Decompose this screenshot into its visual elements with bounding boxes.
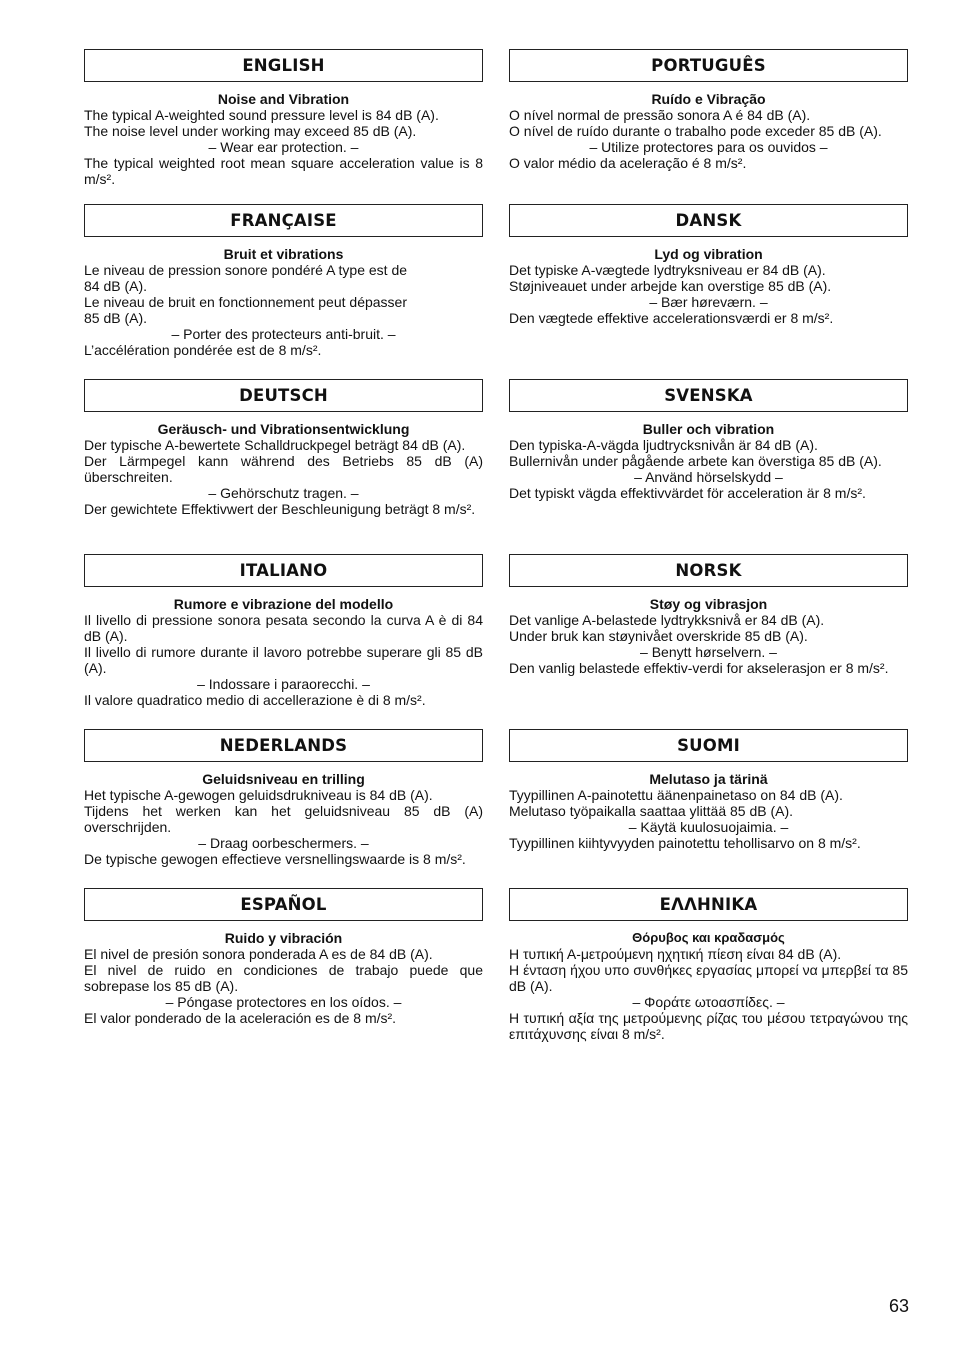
body-line: El valor ponderado de la aceleración es de 8 m/s².: [84, 1010, 397, 1026]
section-subtitle: Lyd og vibration: [654, 246, 763, 262]
body-line: Der gewichtete Effektivwert der Beschleunigung beträgt 8 m/s².: [84, 501, 476, 517]
section-header: SVENSKA: [509, 379, 908, 412]
body-line: Det typiske A-vægtede lydtryksniveau er 84 dB (A).: [509, 262, 826, 278]
body-line: Tyypillinen kiihtyvyyden painotettu tehollisarvo on 8 m/s².: [509, 835, 861, 851]
section-deutsch: [84, 379, 483, 517]
body-line: – Benytt hørselvern. –: [640, 644, 777, 660]
section-body: [84, 596, 483, 708]
section-header: ENGLISH: [84, 49, 483, 82]
section-english: [84, 49, 483, 187]
section-subtitle: Θόρυβος και κραδασμός: [632, 930, 785, 945]
body-line: The noise level under working may exceed 85 dB (A).: [84, 123, 417, 139]
body-line: – Utilize protectores para os ouvidos –: [589, 139, 828, 155]
body-line: Il livello di rumore durante il lavoro potrebbe superare gli 85 dB (A).: [84, 644, 483, 676]
section-header: ITALIANO: [84, 554, 483, 587]
body-line: El nivel de ruido en condiciones de trabajo puede que sobrepase los 85 dB (A).: [84, 962, 483, 994]
section-header: ESPAÑOL: [84, 888, 483, 921]
body-line: Den vægtede effektive accelerationsværdi er 8 m/s².: [509, 310, 834, 326]
body-line: Het typische A-gewogen geluidsdrukniveau is 84 dB (A).: [84, 787, 433, 803]
section-nederlands: [84, 729, 483, 867]
section-espanol: [84, 888, 483, 1026]
section-header: FRANÇAISE: [84, 204, 483, 237]
section-header: DEUTSCH: [84, 379, 483, 412]
section-subtitle: Buller och vibration: [642, 421, 775, 437]
section-portugues: [509, 49, 908, 171]
section-italiano: [84, 554, 483, 708]
section-header: PORTUGUÊS: [509, 49, 908, 82]
section-header: DANSK: [509, 204, 908, 237]
body-line: – Draag oorbeschermers. –: [198, 835, 369, 851]
body-line: Det vanlige A-belastede lydtrykksnivå er 84 dB (A).: [509, 612, 825, 628]
body-line: – Bær høreværn. –: [649, 294, 768, 310]
section-body: [84, 771, 483, 867]
body-line: De typische gewogen effectieve versnellingswaarde is 8 m/s².: [84, 851, 466, 867]
body-line: Støjniveauet under arbejde kan overstige 85 dB (A).: [509, 278, 832, 294]
section-subtitle: Ruido y vibración: [224, 930, 343, 946]
section-francaise: [84, 204, 483, 358]
body-line: – Indossare i paraorecchi. –: [197, 676, 370, 692]
section-body: [84, 930, 483, 1026]
section-svenska: [509, 379, 908, 501]
body-line: Det typiskt vägda effektivvärdet för acceleration är 8 m/s².: [509, 485, 866, 501]
body-line: Il valore quadratico medio di accellerazione è di 8 m/s².: [84, 692, 426, 708]
body-line: Η τυπική αξία της μετρούμενης ρίζας του μέσου τετραγώνου της επιτάχυνσης είναι 8 m/s².: [509, 1010, 908, 1042]
section-body: [84, 246, 483, 358]
body-line: Tijdens het werken kan het geluidsniveau 85 dB (A) overschrijden.: [84, 803, 483, 835]
section-suomi: [509, 729, 908, 851]
body-line: Der typische A-bewertete Schalldruckpegel beträgt 84 dB (A).: [84, 437, 466, 453]
body-line: Le niveau de pression sonore pondéré A type est de: [84, 262, 408, 278]
section-body: [84, 421, 483, 517]
section-body: [509, 771, 908, 851]
body-line: Den vanlig belastede effektiv-verdi for akselerasjon er 8 m/s².: [509, 660, 889, 676]
section-subtitle: Støy og vibrasjon: [649, 596, 768, 612]
section-header: SUOMI: [509, 729, 908, 762]
body-line: O valor médio da aceleração é 8 m/s².: [509, 155, 747, 171]
body-line: – Gehörschutz tragen. –: [208, 485, 359, 501]
section-body: [509, 596, 908, 676]
section-subtitle: Melutaso ja tärinä: [649, 771, 768, 787]
body-line: Η τυπική Α-μετρούμενη ηχητική πίεση είναι 84 dB (A).: [509, 946, 842, 962]
body-line: – Använd hörselskydd –: [634, 469, 783, 485]
section-ellinika: [509, 888, 908, 1042]
body-line: – Porter des protecteurs anti-bruit. –: [171, 326, 396, 342]
body-line: Η ένταση ήχου υπο συνθήκες εργασίας μπορεί να μπερβεί τα 85 dB (A).: [509, 962, 908, 994]
body-line: O nível normal de pressão sonora A é 84 dB (A).: [509, 107, 811, 123]
section-subtitle: Rumore e vibrazione del modello: [173, 596, 394, 612]
body-line: Der Lärmpegel kann während des Betriebs 85 dB (A) überschreiten.: [84, 453, 483, 485]
body-line: – Φοράτε ωτοασπίδες. –: [632, 994, 785, 1010]
section-subtitle: Noise and Vibration: [217, 91, 350, 107]
body-line: The typical weighted root mean square acceleration value is 8 m/s².: [84, 155, 483, 187]
body-line: Under bruk kan støynivået overskride 85 dB (A).: [509, 628, 808, 644]
section-header: ΕΛΛΗΝΙΚΑ: [509, 888, 908, 921]
page-number: 63: [888, 1296, 909, 1316]
body-line: – Käytä kuulosuojaimia. –: [628, 819, 789, 835]
section-subtitle: Bruit et vibrations: [223, 246, 344, 262]
section-body: [84, 91, 483, 187]
section-header: NEDERLANDS: [84, 729, 483, 762]
body-line: Bullernivån under pågående arbete kan överstiga 85 dB (A).: [509, 453, 882, 469]
section-subtitle: Ruído e Vibração: [651, 91, 766, 107]
section-norsk: [509, 554, 908, 676]
section-subtitle: Geräusch- und Vibrationsentwicklung: [157, 421, 410, 437]
section-body: [509, 91, 908, 171]
section-body: [509, 421, 908, 501]
section-dansk: [509, 204, 908, 326]
body-line: O nível de ruído durante o trabalho pode exceder 85 dB (A).: [509, 123, 882, 139]
body-line: – Póngase protectores en los oídos. –: [165, 994, 402, 1010]
body-line: – Wear ear protection. –: [208, 139, 359, 155]
body-line: Tyypillinen A-painotettu äänenpainetaso on 84 dB (A).: [509, 787, 843, 803]
body-line: Le niveau de bruit en fonctionnement peut dépasser: [84, 294, 408, 310]
section-header: NORSK: [509, 554, 908, 587]
section-body: [509, 930, 908, 1042]
body-line: 85 dB (A).: [84, 310, 148, 326]
section-body: [509, 246, 908, 326]
body-line: 84 dB (A).: [84, 278, 148, 294]
body-line: El nivel de presión sonora ponderada A es de 84 dB (A).: [84, 946, 433, 962]
body-line: The typical A-weighted sound pressure level is 84 dB (A).: [84, 107, 439, 123]
body-line: L’accélération pondérée est de 8 m/s².: [84, 342, 322, 358]
body-line: Den typiska-A-vägda ljudtrycksnivån är 84 dB (A).: [509, 437, 818, 453]
section-subtitle: Geluidsniveau en trilling: [202, 771, 365, 787]
body-line: Il livello di pressione sonora pesata secondo la curva A è di 84 dB (A).: [84, 612, 483, 644]
body-line: Melutaso työpaikalla saattaa ylittää 85 dB (A).: [509, 803, 794, 819]
